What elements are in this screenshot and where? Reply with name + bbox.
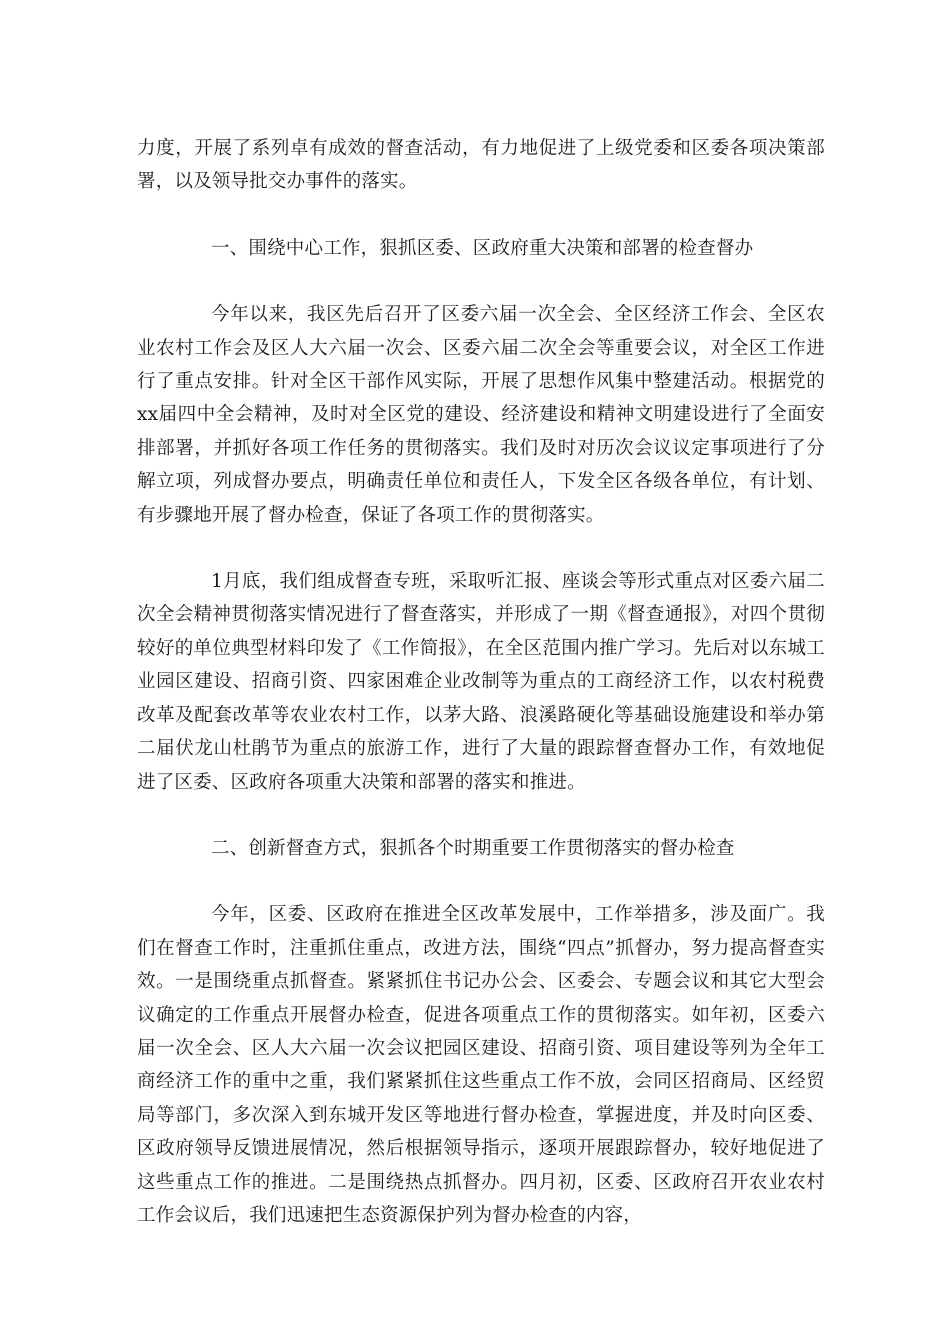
paragraph-body: 1月底，我们组成督查专班，采取听汇报、座谈会等形式重点对区委六届二次全会精神贯彻落实情况进行了督查落实，并形成了一期《督查通报》，对四个贯彻较好的单位典型材料印发了《工作简报》，在全区范围内推广学习。先后对以东城工业园区建设、招商引资、四家困难企业改制等为重点的工商经济工作，以农村税费改革及配套改革等农业农村工作，以茅大路、浪溪路硬化等基础设施建设和举办第二届伏龙山杜鹃节为重点的旅游工作，进行了大量的跟踪督查督办工作，有效地促进了区委、区政府各项重大决策和部署的落实和推进。 xyxy=(137,571,825,793)
document-body xyxy=(137,132,825,1265)
paragraph-continuation: 力度，开展了系列卓有成效的督查活动，有力地促进了上级党委和区委各项决策部署，以及领导批交办事件的落实。 xyxy=(137,138,825,193)
section-heading-1: 一、围绕中心工作，狠抓区委、区政府重大决策和部署的检查督办 xyxy=(211,237,754,259)
paragraph-body: 今年，区委、区政府在推进全区改革发展中，工作举措多，涉及面广。我们在督查工作时，注重抓住重点，改进方法，围绕“四点”抓督办，努力提高督查实效。一是围绕重点抓督查。紧紧抓住书记办公会、区委会、专题会议和其它大型会议确定的工作重点开展督办检查，促进各项重点工作的贯彻落实。如年初，区委六届一次全会、区人大六届一次会议把园区建设、招商引资、项目建设等列为全年工商经济工作的重中之重，我们紧紧抓住这些重点工作不放，会同区招商局、区经贸局等部门，多次深入到东城开发区等地进行督办检查，掌握进度，并及时向区委、区政府领导反馈进展情况，然后根据领导指示，逐项开展跟踪督办，较好地促进了这些重点工作的推进。二是围绕热点抓督办。四月初，区委、区政府召开农业农村工作会议后，我们迅速把生态资源保护列为督办检查的内容， xyxy=(137,904,825,1226)
section-heading-2: 二、创新督查方式，狠抓各个时期重要工作贯彻落实的督办检查 xyxy=(211,837,735,859)
paragraph-body: 今年以来，我区先后召开了区委六届一次全会、全区经济工作会、全区农业农村工作会及区人大六届一次会、区委六届二次全会等重要会议，对全区工作进行了重点安排。针对全区干部作风实际，开展了思想作风集中整建活动。根据党的xx届四中全会精神，及时对全区党的建设、经济建设和精神文明建设进行了全面安排部署，并抓好各项工作任务的贯彻落实。我们及时对历次会议议定事项进行了分解立项，列成督办要点，明确责任单位和责任人，下发全区各级各单位，有计划、有步骤地开展了督办检查，保证了各项工作的贯彻落实。 xyxy=(137,304,825,526)
